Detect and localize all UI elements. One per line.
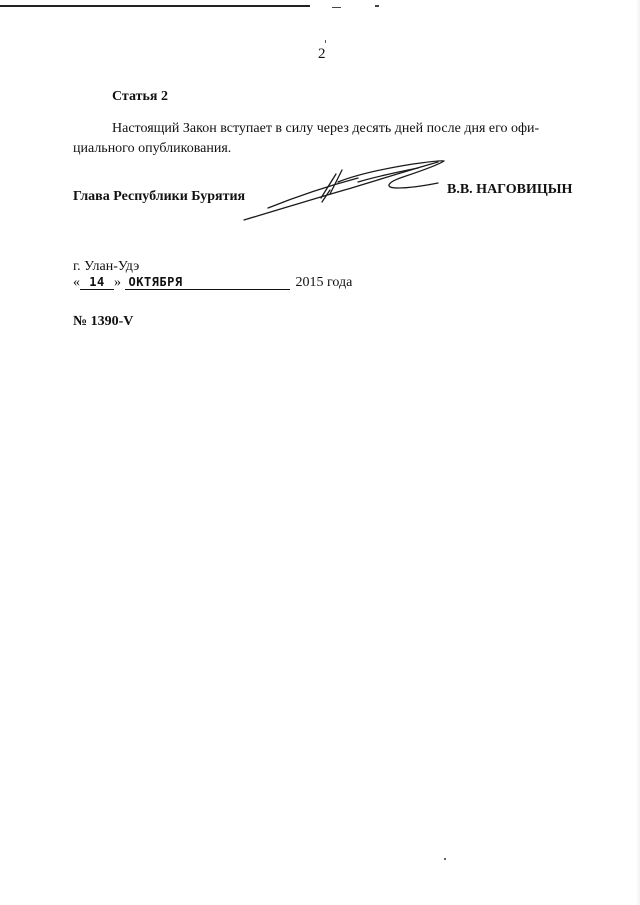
scan-edge-line: [0, 5, 310, 7]
handwritten-signature: [238, 152, 448, 224]
date-quote-open: «: [73, 275, 80, 290]
date-month-stamp: ОКТЯБРЯ: [125, 275, 290, 290]
page-number: 2: [318, 46, 326, 62]
scan-mark: [375, 5, 379, 7]
date-year: 2015 года: [295, 275, 353, 290]
scan-mark: [332, 7, 341, 8]
date-day-stamp: 14: [80, 275, 114, 290]
place-of-signing: г. Улан-Удэ: [73, 259, 140, 274]
signing-date: [73, 275, 352, 291]
signatory-title: Глава Республики Бурятия: [73, 189, 246, 204]
date-quote-close: »: [114, 275, 121, 290]
scan-mark: [325, 40, 326, 43]
signatory-name: В.В. НАГОВИЦЫН: [447, 182, 573, 197]
article-text-line: Настоящий Закон вступает в силу через десять дней после дня его офи-: [112, 121, 540, 136]
scan-speck: [444, 858, 446, 860]
article-heading: Статья 2: [112, 89, 168, 104]
article-text-line: циального опубликования.: [73, 141, 232, 156]
law-number: № 1390-V: [73, 314, 134, 329]
scan-edge-shadow: [636, 0, 640, 905]
